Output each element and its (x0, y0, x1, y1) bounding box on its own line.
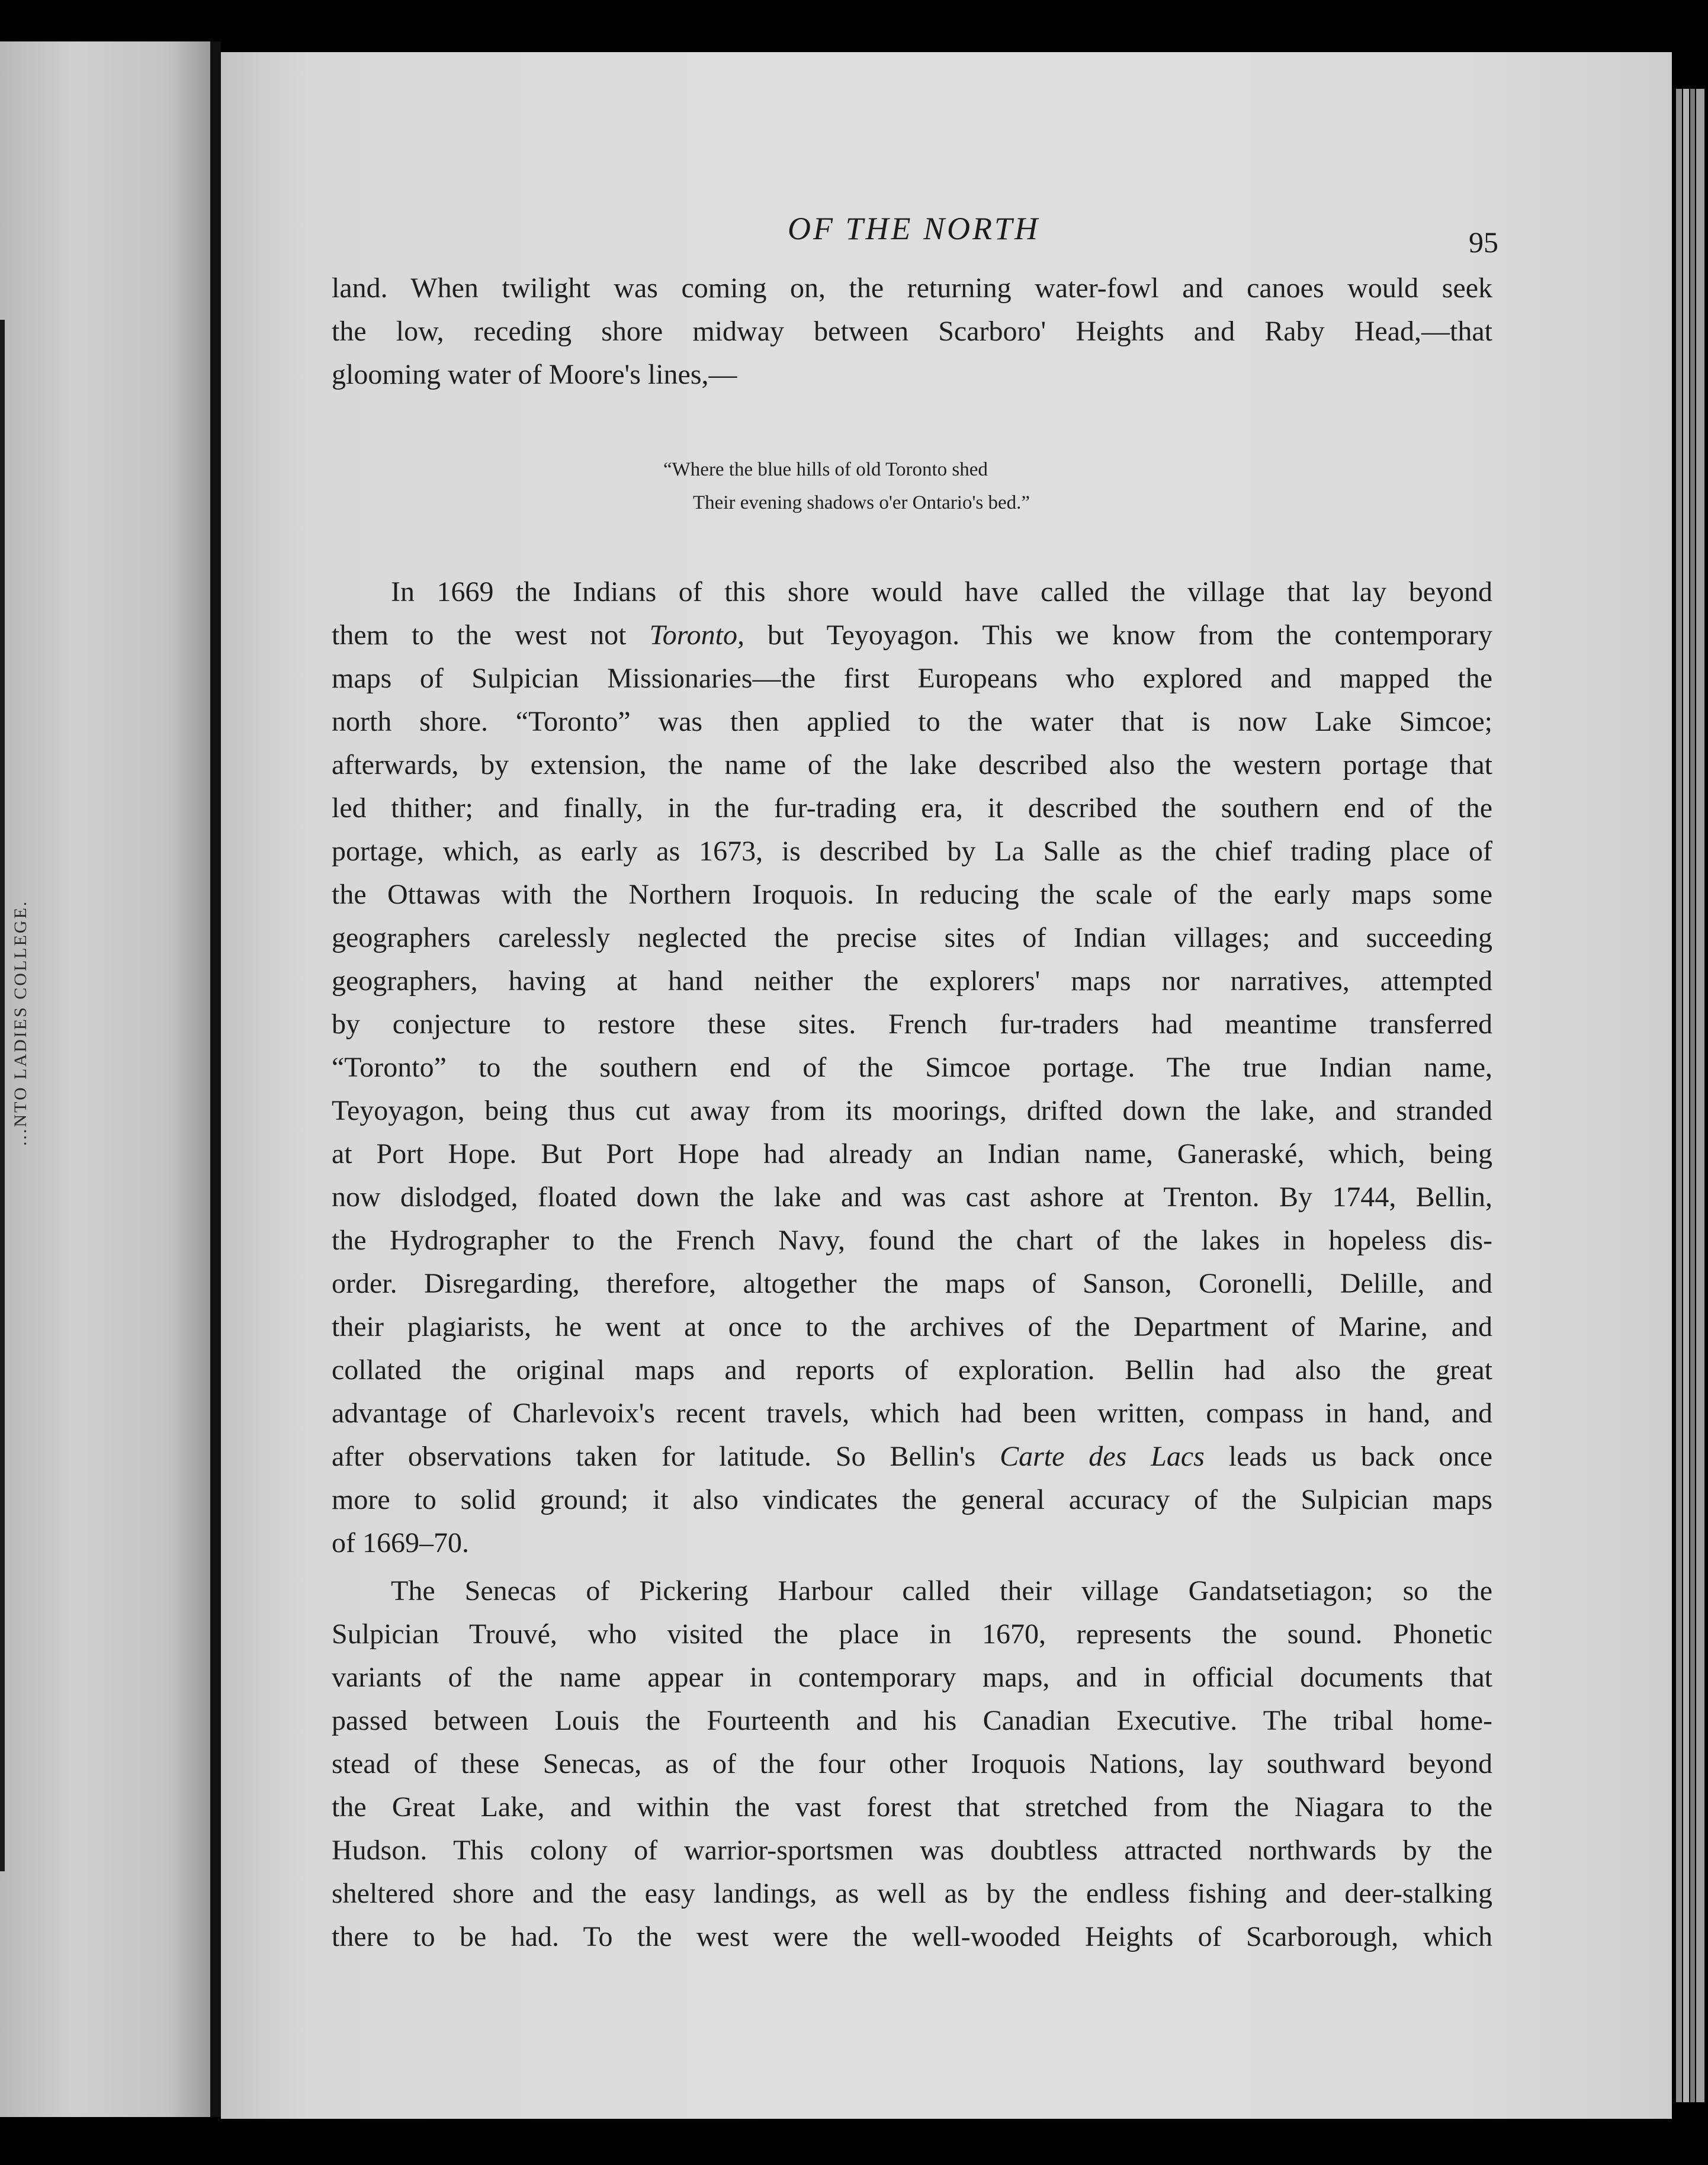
paragraph-3 (332, 1569, 1492, 1958)
left-page-edge (0, 320, 5, 1871)
text-run: after observations taken for latitude. So Bellin's (332, 1441, 1000, 1472)
text-line: the Hydrographer to the French Navy, found the chart of the lakes in hopeless dis- (332, 1225, 1492, 1256)
text-line: Sulpician Trouvé, who visited the place in 1670, represents the sound. Phonetic (332, 1618, 1492, 1650)
text-line: led thither; and finally, in the fur-trading era, it described the southern end of the (332, 792, 1492, 824)
quote-line: “Where the blue hills of old Toronto shed (663, 459, 988, 480)
text-line: the low, receding shore midway between Scarboro' Heights and Raby Head,—that (332, 316, 1492, 347)
text-line: passed between Louis the Fourteenth and his Canadian Executive. The tribal home- (332, 1705, 1492, 1736)
text-line: advantage of Charlevoix's recent travels, which had been written, compass in hand, and (332, 1398, 1492, 1429)
text-run: but Teyoyagon. This we know from the contemporary (744, 619, 1492, 651)
text-line: there to be had. To the west were the well-wooded Heights of Scarborough, which (332, 1921, 1492, 1952)
text-line: In 1669 the Indians of this shore would have called the village that lay beyond (391, 576, 1492, 608)
paragraph-2 (332, 570, 1492, 1565)
left-page (0, 41, 210, 2117)
text-line: portage, which, as early as 1673, is described by La Salle as the chief trading place of (332, 836, 1492, 867)
text-run: leads us back once (1204, 1441, 1492, 1472)
text-line: The Senecas of Pickering Harbour called their village Gandatsetiagon; so the (391, 1575, 1492, 1607)
text-line: more to solid ground; it also vindicates the general accuracy of the Sulpician maps (332, 1484, 1492, 1515)
text-line: geographers carelessly neglected the precise sites of Indian villages; and succeeding (332, 922, 1492, 953)
page-number: 95 (1469, 226, 1498, 259)
italic-run: Carte des Lacs (1000, 1441, 1205, 1472)
text-line: at Port Hope. But Port Hope had already an Indian name, Ganeraské, which, being (332, 1138, 1492, 1170)
text-line: stead of these Senecas, as of the four other Iroquois Nations, lay southward beyond (332, 1748, 1492, 1779)
text-line: Teyoyagon, being thus cut away from its moorings, drifted down the lake, and stranded (332, 1095, 1492, 1126)
text-run: them to the west not (332, 619, 650, 651)
text-line: variants of the name appear in contemporary maps, and in official documents that (332, 1662, 1492, 1693)
text-line: maps of Sulpician Missionaries—the first Europeans who explored and mapped the (332, 663, 1492, 694)
page-edge-stack (1690, 89, 1695, 2102)
text-line: north shore. “Toronto” was then applied to the water that is now Lake Simcoe; (332, 706, 1492, 737)
text-line: now dislodged, floated down the lake and was cast ashore at Trenton. By 1744, Bellin, (332, 1181, 1492, 1213)
text-line (332, 1435, 1492, 1478)
verse-quotation (663, 453, 1030, 519)
quote-line: Their evening shadows o'er Ontario's bed.” (693, 492, 1030, 513)
text-line: their plagiarists, he went at once to the archives of the Department of Marine, and (332, 1311, 1492, 1342)
text-line: “Toronto” to the southern end of the Simcoe portage. The true Indian name, (332, 1052, 1492, 1083)
text-line: glooming water of Moore's lines,— (332, 359, 737, 390)
spine-label: ...NTO LADIES COLLEGE. (11, 900, 30, 1146)
text-line: the Great Lake, and within the vast forest that stretched from the Niagara to the (332, 1791, 1492, 1823)
scan-bottom-border (0, 2120, 1708, 2165)
book-gutter (210, 41, 221, 2117)
text-line: by conjecture to restore these sites. French fur-traders had meantime transferred (332, 1008, 1492, 1040)
text-line: order. Disregarding, therefore, altogether the maps of Sanson, Coronelli, Delille, and (332, 1268, 1492, 1299)
text-line: land. When twilight was coming on, the returning water-fowl and canoes would seek (332, 272, 1492, 304)
text-line: geographers, having at hand neither the explorers' maps nor narratives, attempted (332, 965, 1492, 997)
paragraph-1 (332, 266, 1492, 396)
text-line (332, 613, 1492, 657)
text-line: sheltered shore and the easy landings, as well as by the endless fishing and deer-stalking (332, 1878, 1492, 1909)
text-line: afterwards, by extension, the name of the lake described also the western portage that (332, 749, 1492, 780)
page-edge-stack (1683, 89, 1689, 2102)
text-line: Hudson. This colony of warrior-sportsmen was doubtless attracted northwards by the (332, 1835, 1492, 1866)
page-edge-stack (1676, 89, 1682, 2102)
text-line: collated the original maps and reports of exploration. Bellin had also the great (332, 1354, 1492, 1386)
italic-run: Toronto, (649, 619, 745, 651)
text-line: the Ottawas with the Northern Iroquois. In reducing the scale of the early maps some (332, 879, 1492, 910)
text-line: of 1669–70. (332, 1527, 469, 1559)
running-title: OF THE NORTH (788, 211, 1041, 246)
page-edge-stack (1696, 89, 1704, 2102)
scan-top-border (0, 0, 1708, 53)
